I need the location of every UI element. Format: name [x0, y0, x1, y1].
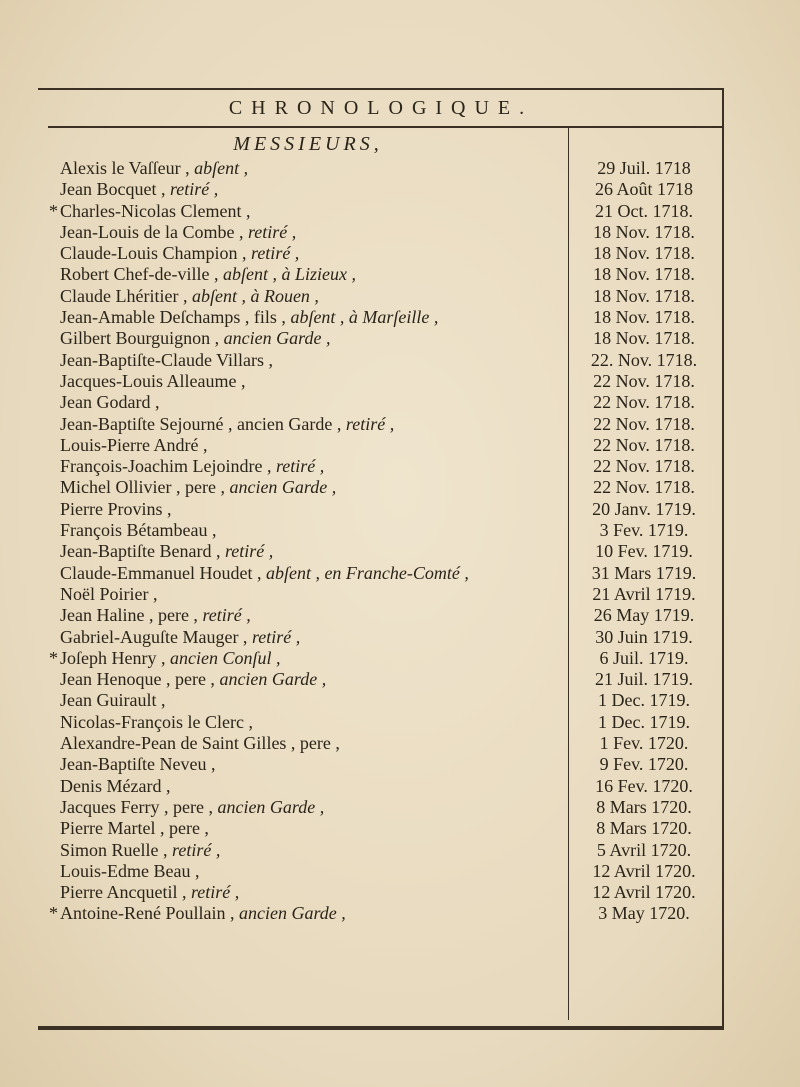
- member-name-text: Gilbert Bourguignon ,: [60, 328, 224, 349]
- member-name: [60, 563, 469, 584]
- reception-date: 29 Juil. 1718: [597, 158, 691, 178]
- member-name: [60, 882, 239, 903]
- member-status-note: retiré ,: [172, 839, 221, 860]
- member-name-text: Pierre Provins ,: [60, 498, 172, 519]
- member-name: [60, 605, 251, 626]
- reception-date: 8 Mars 1720.: [596, 818, 692, 839]
- member-name-text: Jacques Ferry , pere ,: [60, 796, 218, 817]
- member-name: [60, 712, 253, 733]
- list-item: [0, 286, 800, 307]
- member-status-note: retiré ,: [247, 221, 297, 242]
- reception-date: 31 Mars 1719.: [591, 562, 697, 583]
- reception-date: 1 Fev. 1720.: [599, 733, 689, 754]
- list-item: [0, 541, 800, 562]
- list-item: [0, 690, 800, 711]
- member-name: [60, 350, 273, 371]
- member-name-text: Claude-Emmanuel Houdet ,: [60, 562, 266, 583]
- member-name-text: Alexis le Vaſſeur ,: [60, 158, 195, 178]
- reception-date: 21 Oct. 1718.: [595, 200, 693, 221]
- reception-date: 22 Nov. 1718.: [593, 434, 695, 455]
- member-name: [60, 414, 394, 435]
- reception-date: 21 Avril 1719.: [592, 583, 696, 604]
- member-name-text: Nicolas-François le Clerc ,: [60, 711, 253, 732]
- member-name: [60, 328, 330, 349]
- list-item: [0, 754, 800, 775]
- member-name-text: Claude-Louis Champion ,: [60, 243, 251, 264]
- member-name: [60, 584, 157, 605]
- asterisk-mark: *: [49, 903, 58, 924]
- member-name-text: Pierre Martel , pere ,: [60, 818, 209, 839]
- section-title: MESSIEURS,: [233, 133, 383, 155]
- entry-list: [0, 158, 800, 925]
- list-item: [0, 179, 800, 200]
- member-status-note: ancien Garde ,: [229, 477, 337, 498]
- member-name-text: Jean Guirault ,: [60, 690, 166, 711]
- header-rule: [48, 126, 722, 128]
- list-item: [0, 371, 800, 392]
- member-name: [60, 903, 346, 924]
- list-item: [0, 243, 800, 264]
- member-name: [60, 818, 209, 839]
- reception-date: 9 Fev. 1720.: [599, 754, 689, 775]
- member-name: [60, 648, 280, 669]
- list-item: [0, 605, 800, 626]
- member-name: [60, 264, 356, 285]
- list-item: [0, 882, 800, 903]
- member-status-note: retiré ,: [250, 243, 300, 264]
- list-item: [0, 435, 800, 456]
- reception-date: 16 Fev. 1720.: [595, 775, 693, 796]
- reception-date: 22 Nov. 1718.: [593, 370, 695, 391]
- member-name: [60, 776, 170, 797]
- reception-date: 5 Avril 1720.: [596, 839, 692, 860]
- member-name-text: Claude Lhéritier ,: [60, 285, 192, 306]
- reception-date: 30 Juin 1719.: [595, 626, 693, 647]
- asterisk-mark: *: [49, 200, 58, 221]
- reception-date: 6 Juil. 1719.: [599, 647, 689, 668]
- member-status-note: abſent , en Franche-Comté ,: [265, 562, 469, 583]
- member-name: [60, 222, 296, 243]
- member-status-note: ancien Garde ,: [238, 903, 346, 924]
- list-item: [0, 563, 800, 584]
- member-name: [60, 499, 172, 520]
- list-item: [0, 669, 800, 690]
- list-item: [0, 797, 800, 818]
- reception-date: 1 Dec. 1719.: [598, 711, 690, 732]
- member-name: [60, 158, 248, 179]
- reception-date: 18 Nov. 1718.: [593, 264, 695, 285]
- list-item: [0, 520, 800, 541]
- reception-date: 1 Dec. 1719.: [598, 690, 690, 711]
- member-name-text: Jacques-Louis Alleaume ,: [60, 370, 246, 391]
- member-name: [60, 179, 218, 200]
- list-item: [0, 818, 800, 839]
- member-name-text: Michel Ollivier , pere ,: [60, 477, 230, 498]
- list-item: [0, 861, 800, 882]
- reception-date: 22 Nov. 1718.: [593, 456, 695, 477]
- member-status-note: retiré ,: [275, 456, 325, 477]
- reception-date: 18 Nov. 1718.: [593, 243, 695, 264]
- member-name-text: Simon Ruelle ,: [60, 839, 172, 860]
- reception-date: 18 Nov. 1718.: [593, 328, 695, 349]
- member-status-note: abſent , à Marſeille ,: [290, 307, 439, 328]
- reception-date: 22 Nov. 1718.: [593, 477, 695, 498]
- member-status-note: abſent ,: [194, 158, 249, 178]
- member-name: [60, 690, 165, 711]
- member-name-text: Jean-Baptiſte Benard ,: [60, 541, 225, 562]
- list-item: [0, 456, 800, 477]
- member-name-text: Noël Poirier ,: [60, 583, 158, 604]
- list-item: [0, 477, 800, 498]
- member-name-text: Antoine-René Poullain ,: [60, 903, 239, 924]
- member-name: [60, 797, 324, 818]
- list-item: [0, 733, 800, 754]
- member-status-note: ancien Garde ,: [223, 328, 331, 349]
- member-name-text: Charles-Nicolas Clement ,: [60, 200, 251, 221]
- member-name-text: Jean Henoque , pere ,: [60, 669, 220, 690]
- member-name-text: Denis Mézard ,: [60, 775, 171, 796]
- member-name-text: Louis-Pierre André ,: [60, 434, 208, 455]
- member-name-text: Jean-Baptiſte Neveu ,: [60, 754, 216, 775]
- list-item: [0, 776, 800, 797]
- member-name-text: Gabriel-Auguſte Mauger ,: [60, 626, 252, 647]
- member-status-note: retiré ,: [169, 179, 219, 200]
- member-status-note: retiré ,: [251, 626, 301, 647]
- member-name-text: Louis-Edme Beau ,: [60, 860, 200, 881]
- reception-date: 22. Nov. 1718.: [590, 349, 698, 370]
- reception-date: 12 Avril 1720.: [592, 860, 696, 881]
- member-name-text: Jean Godard ,: [60, 392, 160, 413]
- member-name-text: Jean-Baptiſte Sejourné , ancien Garde ,: [60, 413, 346, 434]
- list-item: [0, 414, 800, 435]
- reception-date: 8 Mars 1720.: [596, 796, 692, 817]
- member-status-note: retiré ,: [345, 413, 395, 434]
- asterisk-mark: *: [49, 647, 58, 668]
- member-name-text: Jean Haline , pere ,: [60, 605, 203, 626]
- reception-date: 20 Janv. 1719.: [592, 498, 696, 519]
- reception-date: 22 Nov. 1718.: [593, 413, 695, 434]
- member-name: [60, 243, 299, 264]
- member-status-note: retiré ,: [202, 605, 251, 626]
- list-item: [0, 840, 800, 861]
- member-name-text: Jean-Louis de la Combe ,: [60, 221, 248, 242]
- member-status-note: retiré ,: [224, 541, 274, 562]
- list-item: [0, 712, 800, 733]
- reception-date: 18 Nov. 1718.: [593, 285, 695, 306]
- reception-date: 26 Août 1718: [594, 179, 693, 200]
- reception-date: 3 Fev. 1719.: [599, 520, 689, 541]
- list-item: [0, 584, 800, 605]
- member-name: [60, 861, 199, 882]
- list-item: [0, 307, 800, 328]
- list-item: [0, 350, 800, 371]
- list-item: [0, 201, 800, 222]
- member-name: [60, 754, 215, 775]
- member-name-text: Jean Bocquet ,: [60, 179, 170, 200]
- member-name-text: François-Joachim Lejoindre ,: [60, 456, 276, 477]
- list-item: [0, 222, 800, 243]
- member-name: [60, 435, 207, 456]
- reception-date: 21 Juil. 1719.: [594, 669, 693, 690]
- member-name: [60, 733, 340, 754]
- member-name: [60, 456, 324, 477]
- member-name: [60, 286, 319, 307]
- list-item: [0, 158, 800, 179]
- member-name: [60, 627, 300, 648]
- reception-date: 22 Nov. 1718.: [593, 392, 695, 413]
- reception-date: 18 Nov. 1718.: [593, 307, 695, 328]
- member-name: [60, 840, 220, 861]
- member-name: [60, 520, 216, 541]
- list-item: [0, 499, 800, 520]
- member-name-text: Jean-Baptiſte-Claude Villars ,: [60, 349, 274, 370]
- member-name: [60, 392, 159, 413]
- member-status-note: abſent , à Lizieux ,: [222, 264, 356, 285]
- member-name-text: Alexandre-Pean de Saint Gilles , pere ,: [60, 733, 340, 754]
- member-status-note: retiré ,: [190, 882, 240, 903]
- list-item: [0, 627, 800, 648]
- reception-date: 3 May 1720.: [598, 903, 690, 924]
- member-status-note: ancien Garde ,: [219, 669, 327, 690]
- member-name-text: Jean-Amable Deſchamps , fils ,: [60, 307, 291, 328]
- member-status-note: ancien Conſul ,: [169, 647, 281, 668]
- member-status-note: abſent , à Rouen ,: [191, 285, 319, 306]
- member-name: [60, 541, 273, 562]
- reception-date: 26 May 1719.: [593, 605, 695, 626]
- member-name: [60, 201, 250, 222]
- list-item: [0, 264, 800, 285]
- reception-date: 12 Avril 1720.: [592, 882, 696, 903]
- list-item: [0, 392, 800, 413]
- member-name-text: Joſeph Henry ,: [60, 647, 170, 668]
- member-name-text: Robert Chef-de-ville ,: [60, 264, 223, 285]
- reception-date: 18 Nov. 1718.: [593, 221, 695, 242]
- list-item: [0, 648, 800, 669]
- list-item: [0, 903, 800, 924]
- member-name: [60, 371, 245, 392]
- reception-date: 10 Fev. 1719.: [595, 541, 693, 562]
- member-name: [60, 477, 336, 498]
- list-item: [0, 328, 800, 349]
- running-head: CHRONOLOGIQUE.: [228, 97, 534, 119]
- member-name-text: François Bétambeau ,: [60, 520, 217, 541]
- member-name-text: Pierre Ancquetil ,: [60, 882, 191, 903]
- member-name: [60, 307, 438, 328]
- member-name: [60, 669, 326, 690]
- member-status-note: ancien Garde ,: [217, 796, 325, 817]
